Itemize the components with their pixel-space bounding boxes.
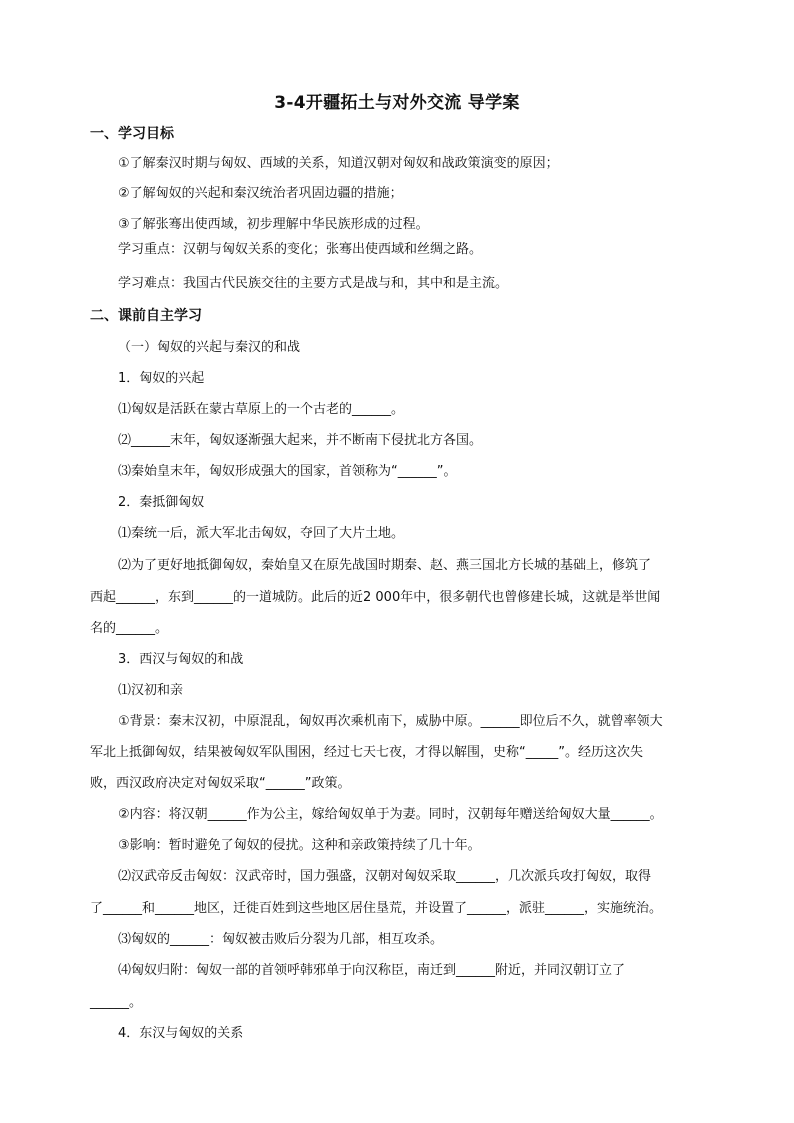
fill-blank-line: 了______和______地区，迁徙百姓到这些地区居住垦荒，并设置了______，派驻______，实施统治。 xyxy=(90,901,663,916)
page-title: 3-4开疆拓土与对外交流 导学案 xyxy=(274,93,520,113)
fill-blank-line: ⑶秦始皇末年，匈奴形成强大的国家，首领称为“______”。 xyxy=(118,464,457,479)
paragraph-line: ⑵为了更好地抵御匈奴，秦始皇又在原先战国时期秦、赵、燕三国北方长城的基础上，修筑了 xyxy=(118,558,652,573)
fill-blank-line: 败，西汉政府决定对匈奴采取“______”政策。 xyxy=(90,776,351,791)
difficulty-point: 学习难点：我国古代民族交往的主要方式是战与和，其中和是主流。 xyxy=(118,276,509,291)
goal-item-2: ②了解匈奴的兴起和秦汉统治者巩固边疆的措施； xyxy=(118,186,403,201)
key-point: 学习重点：汉朝与匈奴关系的变化；张骞出使西域和丝绸之路。 xyxy=(118,242,483,257)
fill-blank-line: ______。 xyxy=(90,995,143,1010)
fill-blank-line: 名的______。 xyxy=(90,621,169,636)
fill-blank-line: 西起______，东到______的一道城防。此后的近2 000年中，很多朝代也曾修建长城，这就是举世闻 xyxy=(90,590,661,605)
fill-blank-line: ②内容：将汉朝______作为公主，嫁给匈奴单于为妻。同时，汉朝每年赠送给匈奴大量______。 xyxy=(118,807,663,822)
goal-item-3: ③了解张骞出使西域，初步理解中华民族形成的过程。 xyxy=(118,217,429,232)
fill-blank-line: ⑶匈奴的______：匈奴被击败后分裂为几部，相互攻杀。 xyxy=(118,932,444,947)
fill-blank-line: ⑷匈奴归附：匈奴一部的首领呼韩邪单于向汉称臣，南迁到______附近，并同汉朝订立了 xyxy=(118,963,626,978)
fill-blank-line: ①背景：秦末汉初，中原混乱，匈奴再次乘机南下，威胁中原。______即位后不久，就曾率领大 xyxy=(118,714,663,729)
fill-blank-line: ⑵______末年，匈奴逐渐强大起来，并不断南下侵扰北方各国。 xyxy=(118,433,483,448)
paragraph-line: ③影响：暂时避免了匈奴的侵扰。这种和亲政策持续了几十年。 xyxy=(118,838,481,853)
goal-item-1: ①了解秦汉时期与匈奴、西域的关系，知道汉朝对匈奴和战政策演变的原因； xyxy=(118,156,559,171)
subsection-heading: （一）匈奴的兴起与秦汉的和战 xyxy=(118,340,301,355)
fill-blank-line: ⑵汉武帝反击匈奴：汉武帝时，国力强盛，汉朝对匈奴采取______，几次派兵攻打匈奴，取得 xyxy=(118,869,652,884)
list-item-heading: 2．秦抵御匈奴 xyxy=(118,495,205,510)
list-item-heading: 4．东汉与匈奴的关系 xyxy=(118,1026,244,1041)
section-heading-self-study: 二、课前自主学习 xyxy=(90,308,202,324)
fill-blank-line: ⑴匈奴是活跃在蒙古草原上的一个古老的______。 xyxy=(118,402,405,417)
fill-blank-line: 军北上抵御匈奴，结果被匈奴军队围困，经过七天七夜，才得以解围，史称“_____”。经历这次失 xyxy=(90,745,643,760)
section-heading-goals: 一、学习目标 xyxy=(90,126,174,142)
list-item-heading: 3．西汉与匈奴的和战 xyxy=(118,652,244,667)
paragraph-line: ⑴秦统一后，派大军北击匈奴，夺回了大片土地。 xyxy=(118,526,405,541)
list-item-heading: 1．匈奴的兴起 xyxy=(118,371,205,386)
sub-item-heading: ⑴汉初和亲 xyxy=(118,683,184,698)
